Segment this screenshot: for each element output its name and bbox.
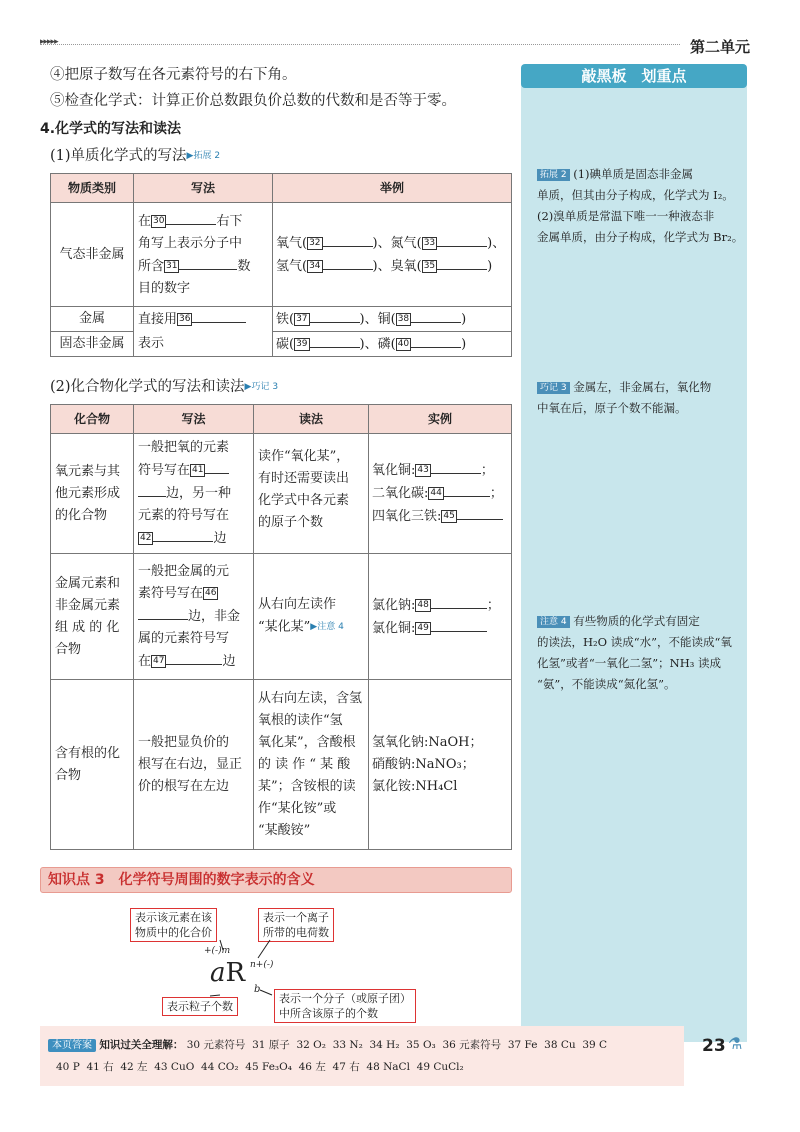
- kp3-sub-label: b: [254, 984, 261, 995]
- kp3-right-label: n+(-): [250, 960, 274, 970]
- blank-num-36: 36: [179, 313, 191, 324]
- compound-formula-table: [50, 404, 512, 850]
- t1-row1-category: 气态非金属: [51, 203, 134, 307]
- t1-row3-category: 固态非金属: [51, 332, 134, 357]
- kp3-top-label: +(-)m: [204, 946, 231, 956]
- t2-row1-examples: 氧化铜: 43 ； 二氧化碳: 44 ； 四氧化三铁: 45: [369, 434, 512, 554]
- sub2-title: [50, 376, 278, 398]
- blank-num-33: 33: [423, 237, 436, 248]
- kp3-title: 知识点 3 化学符号周围的数字表示的含义: [48, 872, 315, 888]
- blank-num-42: 42: [140, 533, 152, 543]
- sub2-tag: ▶巧记 3: [244, 382, 279, 392]
- sub2-text: (2)化合物化学式的写法和读法: [50, 379, 245, 395]
- sidebar-note-2: 拓展 2 (1)碘单质是固态非金属 单质，但其由分子构成，化学式为 I₂。 (2)溴单质是常温下唯一一种液态非 金属单质，由分子构成，化学式为 Br₂。: [537, 167, 744, 244]
- header-arrows: ▸▸▸▸▸: [40, 37, 58, 47]
- answers-line-2: 40 P 41 右 42 左 43 CuO 44 CO₂ 45 Fe₃O₄ 46 左 47 右 48 NaCl 49 CuCl₂: [56, 1061, 464, 1073]
- t2-row2-examples: 氯化钠: 48 ； 氯化铜: 49: [369, 554, 512, 680]
- t2-row2-category: 金属元素和 非金属元素 组 成 的 化 合物: [51, 554, 134, 680]
- t1-row2-examples: 铁( 37 )、铜( 38 ): [273, 307, 512, 332]
- t2-row3-writing: 一般把显负价的 根写在右边，显正 价的根写在左边: [134, 680, 254, 850]
- blank-num-31: 31: [166, 260, 178, 271]
- intro-step4: ④把原子数写在各元素符号的右下角。: [50, 67, 297, 83]
- blank-num-30: 30: [153, 215, 165, 226]
- t2-header-writing: 写法: [134, 405, 254, 434]
- sub1-text: (1)单质化学式的写法: [50, 148, 187, 164]
- blank-num-44: 44: [430, 488, 442, 498]
- blank-num-43: 43: [417, 465, 429, 475]
- t2-row3-examples: 氢氧化钠:NaOH； 硝酸钠:NaNO₃； 氯化铵:NH₄Cl: [369, 680, 512, 850]
- t2-row1-writing: 一般把氧的元素 符号写在 41 边，另一种 元素的符号写在 42 边: [134, 434, 254, 554]
- blank-num-34: 34: [309, 260, 321, 271]
- blank-num-40: 40: [397, 338, 410, 349]
- kp3-atoms-box: 表示一个分子（或原子团） 中所含该原子的个数: [274, 989, 416, 1023]
- blank-num-35: 35: [423, 260, 436, 271]
- t1-header-example: 举例: [273, 174, 512, 203]
- t1-header-writing: 写法: [134, 174, 273, 203]
- sub1-title: [50, 145, 220, 167]
- t1-row2-writing: 直接用 36: [134, 307, 273, 332]
- t2-row1-reading: 读作“氧化某”， 有时还需要读出 化学式中各元素 的原子个数: [254, 434, 369, 554]
- blank-num-37: 37: [296, 313, 308, 324]
- t1-row3-writing: 表示: [134, 332, 273, 357]
- answers-label: 本页答案: [48, 1039, 96, 1052]
- t1-row3-examples: 碳( 39 )、磷( 40 ): [273, 332, 512, 357]
- t2-header-compound: 化合物: [51, 405, 134, 434]
- element-formula-table: [50, 173, 512, 357]
- t2-header-example: 实例: [369, 405, 512, 434]
- note2-tag: 拓展 2: [537, 169, 570, 181]
- t2-row2-writing: 一般把金属的元 素符号写在 46 边，非金 属的元素符号写 在 47 边: [134, 554, 254, 680]
- page-number: 23: [702, 1036, 726, 1056]
- blank-num-38: 38: [397, 313, 410, 324]
- header-rule: [40, 44, 680, 45]
- t1-row1-examples: 氧气( 32 )、氮气( 33 )、 氢气( 34 )、臭氧( 35 ): [273, 203, 512, 307]
- kp3-count-box: 表示粒子个数: [162, 997, 238, 1016]
- blank-num-49: 49: [417, 622, 429, 633]
- t1-header-category: 物质类别: [51, 174, 134, 203]
- sidebar-note-3: 巧记 3 金属左，非金属右，氧化物 中氧在后，原子个数不能漏。: [537, 380, 712, 415]
- blank-num-45: 45: [443, 511, 455, 521]
- kp3-valence-box: 表示该元素在该 物质中的化合价: [130, 908, 217, 942]
- t2-row1-category: 氧元素与其 他元素形成 的化合物: [51, 434, 134, 554]
- t2-row3-category: 含有根的化 合物: [51, 680, 134, 850]
- flask-icon: ⚗: [728, 1034, 743, 1053]
- blank-num-48: 48: [417, 599, 429, 610]
- unit-title: 第二单元: [689, 38, 750, 56]
- t2-row2-reading: 从右向左读作 “某化某”▶注意 4: [254, 554, 369, 680]
- intro-step5: ⑤检查化学式：计算正价总数跟负价总数的代数和是否等于零。: [50, 93, 456, 109]
- t1-row2-category: 金属: [51, 307, 134, 332]
- note4-tag: ▶注意 4: [310, 622, 344, 633]
- blank-num-46: 46: [205, 587, 217, 598]
- blank-num-32: 32: [309, 237, 321, 248]
- kp3-arrows: [120, 900, 440, 1030]
- sub1-tag: ▶拓展 2: [186, 151, 221, 161]
- note3-tag: 巧记 3: [537, 382, 570, 394]
- answers-lead: 知识过关全理解：: [99, 1039, 184, 1051]
- t2-header-reading: 读法: [254, 405, 369, 434]
- sidebar-note-4: 注意 4 有些物质的化学式有固定 的读法，H₂O 读成“水”，不能读成“氧 化氢”或者“一氧化二氢”；NH₃ 读成 “氨”，不能读成“氮化氢”。: [537, 614, 732, 691]
- section4-title: 4.化学式的写法和读法: [40, 121, 182, 137]
- kp3-symbol: aR: [210, 958, 246, 988]
- t1-row1-writing: 在 30 右下 角写上表示分子中 所含 31 数 目的数字: [134, 203, 273, 307]
- blank-num-41: 41: [192, 465, 204, 475]
- sidebar-title: 敲黑板 划重点: [521, 64, 747, 88]
- kp3-charge-box: 表示一个离子 所带的电荷数: [258, 908, 334, 942]
- note4-sidebar-tag: 注意 4: [537, 616, 570, 628]
- blank-num-39: 39: [296, 338, 308, 349]
- t2-row3-reading: 从右向左读，含氢 氧根的读作“氢 氧化某”，含酸根 的 读 作 “ 某 酸 某”；含铵根的读 作“某化铵”或 “某酸铵”: [254, 680, 369, 850]
- answers-line-1: 本页答案 知识过关全理解： 30 元素符号 31 原子 32 O₂ 33 N₂ 34 H₂ 35 O₃ 36 元素符号 37 Fe 38 Cu 39 C: [48, 1036, 607, 1052]
- answers-panel: [40, 1026, 684, 1086]
- blank-num-47: 47: [153, 655, 165, 666]
